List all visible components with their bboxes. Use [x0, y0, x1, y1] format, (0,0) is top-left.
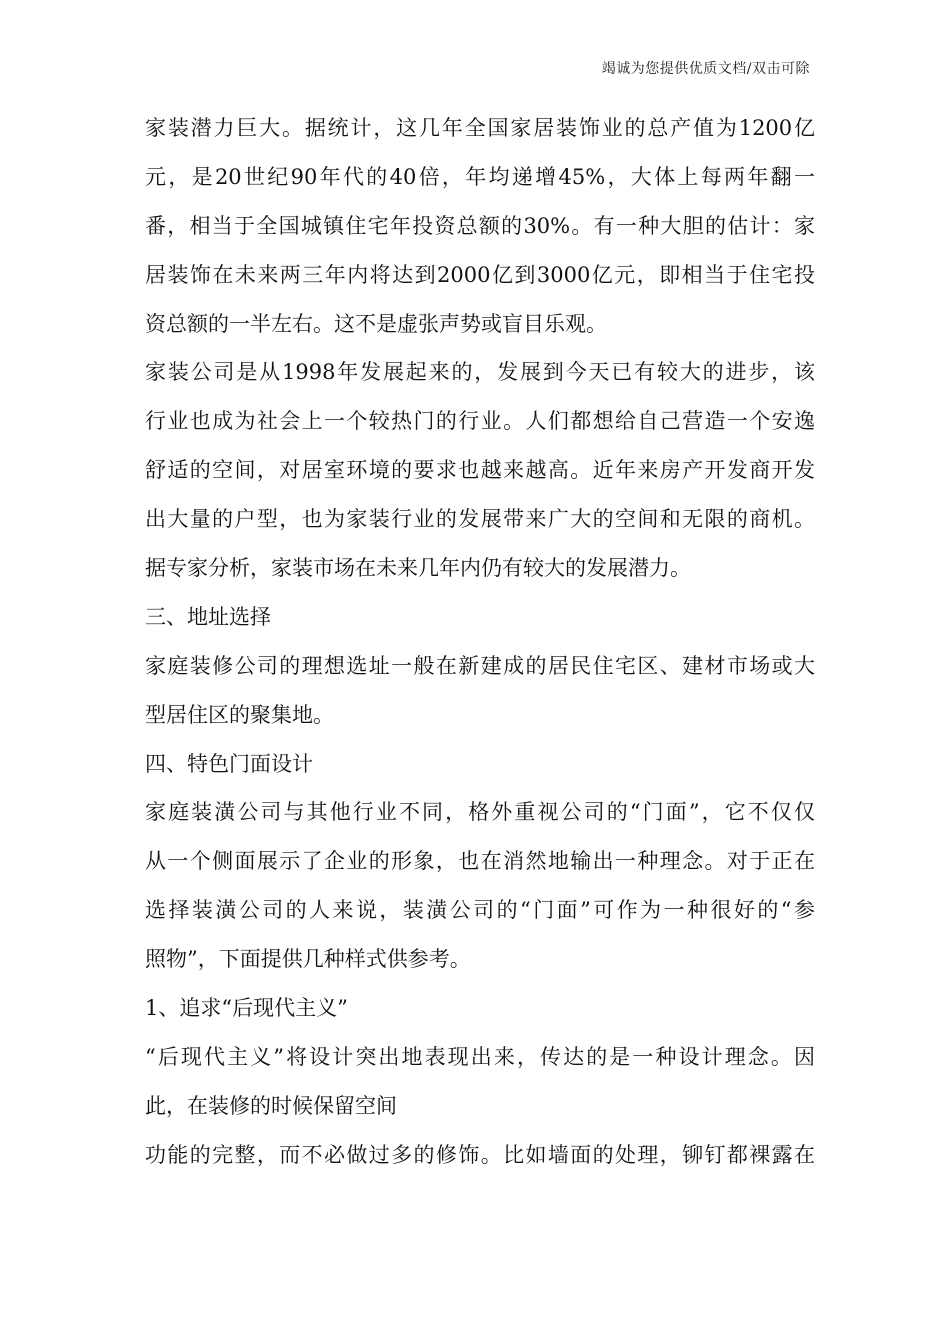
text-line: 型居住区的聚集地。 [145, 702, 334, 727]
text-line: 资总额的一半左右。这不是虚张声势或盲目乐观。 [145, 311, 607, 336]
text-line: 出大量的户型，也为家装行业的发展带来广大的空间和无限的商机。 [145, 507, 815, 532]
text-line: 据专家分析，家装市场在未来几年内仍有较大的发展潜力。 [145, 556, 691, 581]
text-line: 家装公司是从1998年发展起来的，发展到今天已有较大的进步，该 [145, 360, 815, 385]
text-line: 行业也成为社会上一个较热门的行业。人们都想给自己营造一个安逸 [145, 409, 815, 434]
text-line: 番，相当于全国城镇住宅年投资总额的30%。有一种大胆的估计：家 [145, 213, 815, 238]
text-line: 功能的完整，而不必做过多的修饰。比如墙面的处理，铆钉都裸露在 [145, 1142, 815, 1167]
text-line: 家庭装潢公司与其他行业不同，格外重视公司的“门面”，它不仅仅 [145, 800, 815, 825]
text-line: 选择装潢公司的人来说，装潢公司的“门面”可作为一种很好的“参 [145, 898, 815, 923]
header-note: 竭诚为您提供优质文档/双击可除 [601, 61, 810, 77]
text-line: 此，在装修的时候保留空间 [145, 1093, 397, 1118]
text-line: 居装饰在未来两三年内将达到2000亿到3000亿元，即相当于住宅投 [145, 262, 815, 287]
document-body [145, 104, 815, 1180]
text-line: 家装潜力巨大。据统计，这几年全国家居装饰业的总产值为1200亿 [145, 116, 815, 140]
section-heading: 三、地址选择 [145, 604, 271, 629]
text-line: 舒适的空间，对居室环境的要求也越来越高。近年来房产开发商开发 [145, 458, 815, 483]
text-line: 家庭装修公司的理想选址一般在新建成的居民住宅区、建材市场或大 [145, 653, 815, 678]
section-heading: 四、特色门面设计 [145, 751, 313, 776]
text-line: 元，是20世纪90年代的40倍，年均递增45%，大体上每两年翻一 [145, 164, 815, 189]
subsection-heading: 1、追求“后现代主义” [145, 996, 348, 1021]
text-line: “后现代主义”将设计突出地表现出来，传达的是一种设计理念。因 [145, 1044, 815, 1069]
text-line: 从一个侧面展示了企业的形象，也在消然地输出一种理念。对于正在 [145, 849, 815, 874]
text-line: 照物”，下面提供几种样式供参考。 [145, 947, 471, 972]
